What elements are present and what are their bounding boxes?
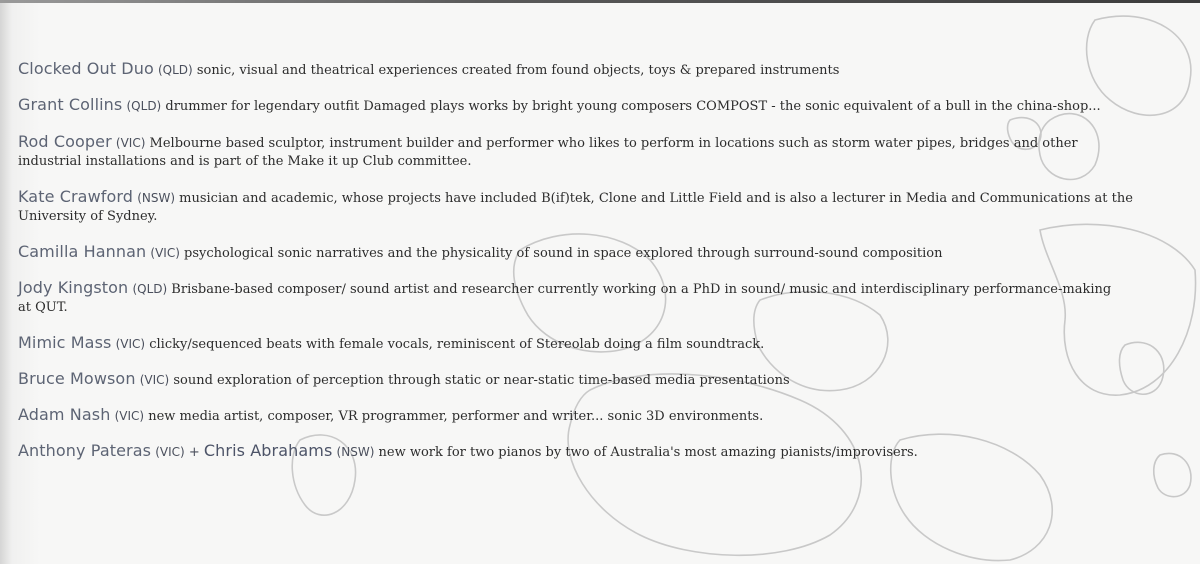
performer-name: Anthony Pateras bbox=[18, 441, 152, 460]
performer-description: psychological sonic narratives and the physicality of sound in space explored through surround-sound composition bbox=[179, 246, 943, 261]
performer-description: clicky/sequenced beats with female vocals, reminiscent of Stereolab doing a film soundtrack. bbox=[145, 337, 765, 352]
performer-state: (VIC) bbox=[150, 246, 180, 260]
performer-state: (VIC) bbox=[114, 409, 145, 423]
list-item bbox=[18, 60, 839, 80]
performer-state: (QLD) bbox=[132, 282, 168, 296]
performer-name: Grant Collins bbox=[18, 95, 123, 114]
performer-name: Bruce Mowson bbox=[18, 369, 136, 388]
plus-sign: + bbox=[188, 445, 200, 460]
performer-description: sonic, visual and theatrical experiences created from found objects, toys & prepared instruments bbox=[192, 63, 840, 78]
performer-description: drummer for legendary outfit Damaged plays works by bright young composers COMPOST - the sonic equivalent of a bull in the china-shop... bbox=[161, 99, 1101, 114]
performer-state: (NSW) bbox=[137, 191, 176, 205]
performer-description: new media artist, composer, VR programmer, performer and writer... sonic 3D environments. bbox=[144, 409, 764, 424]
performer-description: new work for two pianos by two of Australia's most amazing pianists/improvisers. bbox=[374, 445, 918, 460]
performer-state: (QLD) bbox=[157, 63, 193, 77]
performer-name: Kate Crawford bbox=[18, 187, 134, 206]
list-item bbox=[18, 442, 918, 462]
performer-state: (VIC) bbox=[139, 373, 170, 387]
performer-state: (VIC) bbox=[115, 337, 146, 351]
list-item bbox=[18, 406, 763, 426]
performer-name: Clocked Out Duo bbox=[18, 59, 154, 78]
list-item bbox=[18, 279, 1128, 317]
performer-name: Rod Cooper bbox=[18, 132, 112, 151]
list-item bbox=[18, 243, 942, 263]
performer-name: Mimic Mass bbox=[18, 333, 112, 352]
list-item bbox=[18, 334, 764, 354]
list-item bbox=[18, 370, 790, 390]
performer-description: sound exploration of perception through static or near-static time-based media presentations bbox=[169, 373, 790, 388]
performer-name: Adam Nash bbox=[18, 405, 111, 424]
list-item bbox=[18, 133, 1138, 171]
performer-name: Camilla Hannan bbox=[18, 242, 147, 261]
performer-description: Melbourne based sculptor, instrument builder and performer who likes to perform in locations such as storm water pipes, bridges and other industrial installations and is part of the Make it up Club committee. bbox=[18, 136, 1078, 169]
list-item bbox=[18, 188, 1168, 226]
performer-state: (NSW) bbox=[336, 445, 375, 459]
performer-description: Brisbane-based composer/ sound artist and researcher currently working on a PhD in sound/ music and interdisciplinary performance-making at QUT. bbox=[18, 282, 1112, 315]
performer-state: (QLD) bbox=[126, 99, 162, 113]
performer-state: (VIC) bbox=[155, 445, 185, 459]
performer-name: Chris Abrahams bbox=[203, 441, 333, 460]
performer-description: musician and academic, whose projects have included B(if)tek, Clone and Little Field and is also a lecturer in Media and Communications at the University of Sydney. bbox=[18, 191, 1133, 224]
list-item bbox=[18, 96, 1101, 116]
performer-state: (VIC) bbox=[115, 136, 146, 150]
performer-name: Jody Kingston bbox=[18, 278, 129, 297]
